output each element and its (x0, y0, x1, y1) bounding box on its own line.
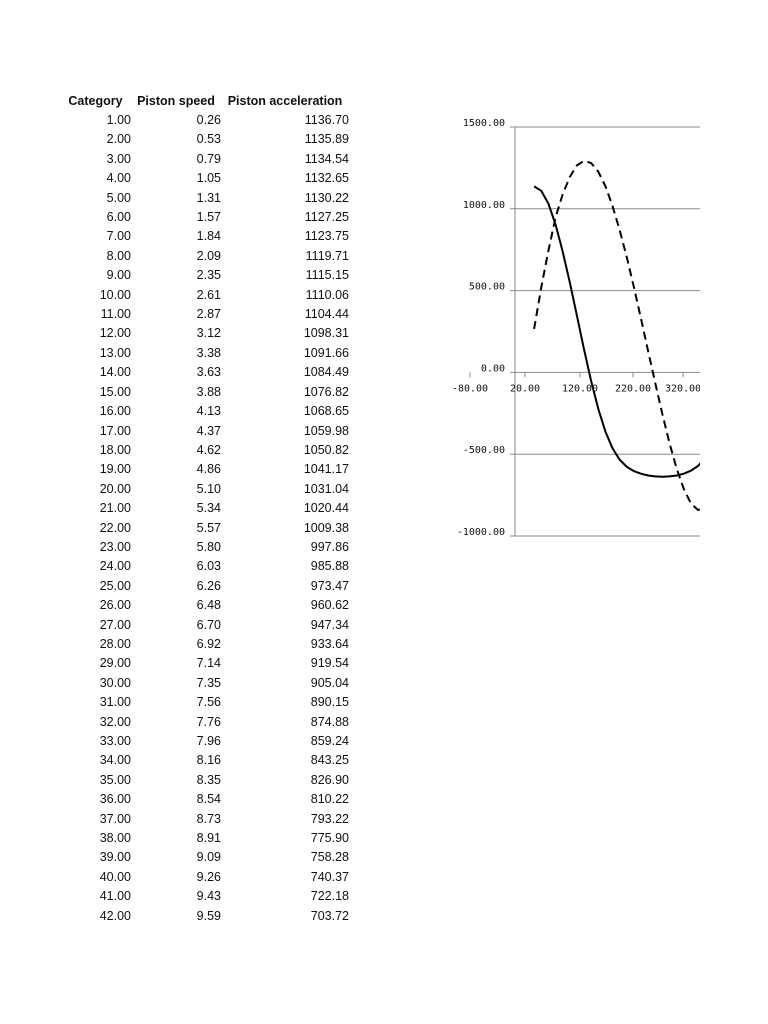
cell-piston-speed: 8.35 (196, 772, 221, 787)
y-tick-label: -500.00 (462, 445, 505, 457)
table-row (60, 150, 349, 169)
cell-piston-acceleration: 1031.04 (303, 481, 349, 496)
cell-category: 13.00 (99, 345, 131, 360)
x-tick-label: -80.00 (451, 383, 489, 395)
table-row (60, 480, 349, 499)
cell-piston-acceleration: 890.15 (310, 695, 349, 710)
cell-piston-speed: 5.57 (196, 520, 221, 535)
header-category: Category (68, 94, 123, 108)
table-row (60, 654, 349, 673)
cell-piston-acceleration: 1098.31 (303, 326, 349, 341)
cell-piston-speed: 6.26 (196, 578, 221, 593)
table-row (60, 441, 349, 460)
cell-category: 26.00 (99, 598, 131, 613)
cell-piston-acceleration: 859.24 (310, 734, 349, 748)
cell-piston-acceleration: 775.90 (310, 831, 349, 846)
cell-piston-speed: 6.92 (196, 636, 221, 651)
table-row (60, 189, 349, 208)
cell-piston-acceleration: 1115.15 (305, 268, 349, 283)
cell-category: 39.00 (99, 850, 131, 865)
table-row (60, 208, 349, 227)
cell-piston-speed: 4.37 (196, 423, 221, 438)
series-solid-line (534, 186, 700, 476)
header-piston-speed: Piston speed (137, 94, 215, 108)
table-row (60, 635, 349, 654)
cell-piston-acceleration: 1084.49 (303, 365, 349, 380)
table-row (60, 460, 349, 479)
cell-piston-speed: 7.96 (196, 734, 221, 748)
cell-category: 1.00 (106, 113, 131, 127)
cell-piston-acceleration: 703.72 (310, 908, 349, 923)
cell-category: 31.00 (99, 695, 131, 710)
cell-category: 11.00 (100, 307, 131, 322)
cell-piston-speed: 6.03 (196, 559, 221, 574)
table-row (60, 887, 349, 906)
cell-category: 7.00 (106, 229, 131, 244)
cell-category: 41.00 (99, 889, 131, 904)
cell-piston-acceleration: 793.22 (310, 811, 349, 826)
cell-category: 4.00 (106, 171, 131, 186)
cell-category: 5.00 (106, 190, 131, 205)
y-tick-label: -1000.00 (456, 527, 505, 538)
cell-piston-speed: 4.13 (196, 404, 221, 419)
cell-piston-speed: 8.73 (196, 811, 221, 826)
cell-piston-acceleration: 1076.82 (303, 384, 349, 399)
table-row (60, 732, 349, 751)
table-row (60, 305, 349, 324)
cell-piston-acceleration: 1059.98 (303, 423, 349, 438)
table-row (60, 907, 349, 926)
cell-piston-acceleration: 1136.70 (304, 113, 349, 127)
table-body (60, 111, 349, 926)
table-row (60, 169, 349, 188)
cell-piston-acceleration: 985.88 (310, 559, 349, 574)
cell-piston-acceleration: 758.28 (310, 850, 349, 865)
cell-category: 25.00 (99, 578, 131, 593)
cell-piston-speed: 8.91 (196, 831, 221, 846)
cell-category: 16.00 (99, 404, 131, 419)
cell-category: 14.00 (99, 365, 131, 380)
cell-category: 34.00 (99, 753, 131, 768)
table-row (60, 247, 349, 266)
cell-piston-acceleration: 740.37 (310, 869, 349, 884)
cell-category: 40.00 (99, 869, 131, 884)
cell-piston-speed: 8.54 (196, 792, 221, 807)
cell-category: 37.00 (99, 811, 131, 826)
cell-category: 35.00 (99, 772, 131, 787)
x-tick-label: 320.00 (664, 383, 700, 395)
y-tick-label: 0.00 (480, 363, 505, 375)
cell-piston-speed: 2.61 (196, 287, 221, 302)
table-row (60, 227, 349, 246)
cell-piston-acceleration: 1110.06 (305, 287, 349, 302)
table-row (60, 383, 349, 402)
table-row (60, 810, 349, 829)
table-row (60, 557, 349, 576)
cell-piston-speed: 2.35 (196, 268, 221, 283)
table-row (60, 596, 349, 615)
cell-piston-acceleration: 1009.38 (303, 520, 349, 535)
cell-category: 17.00 (99, 423, 131, 438)
cell-category: 18.00 (99, 442, 131, 457)
cell-piston-speed: 6.70 (196, 617, 221, 632)
cell-piston-acceleration: 997.86 (310, 539, 349, 554)
cell-piston-acceleration: 874.88 (310, 714, 349, 729)
cell-category: 10.00 (99, 287, 131, 302)
table-row (60, 751, 349, 770)
table-row (60, 130, 349, 149)
cell-category: 33.00 (99, 734, 131, 748)
piston-data-table (60, 91, 349, 926)
table-row (60, 790, 349, 809)
cell-piston-speed: 7.76 (196, 714, 221, 729)
table-header-row (60, 91, 349, 111)
x-tick-label: 120.00 (561, 383, 599, 395)
cell-piston-acceleration: 1134.54 (304, 151, 349, 166)
cell-piston-acceleration: 810.22 (310, 792, 349, 807)
x-tick-label: 20.00 (509, 383, 541, 395)
table-row (60, 344, 349, 363)
table-row (60, 771, 349, 790)
cell-piston-acceleration: 973.47 (310, 578, 349, 593)
cell-piston-acceleration: 1127.25 (304, 210, 349, 225)
table-row (60, 848, 349, 867)
cell-piston-speed: 3.63 (196, 365, 221, 380)
table-row (60, 577, 349, 596)
cell-category: 12.00 (99, 326, 131, 341)
cell-piston-acceleration: 1104.44 (304, 307, 349, 322)
cell-piston-speed: 0.53 (196, 132, 221, 147)
cell-piston-speed: 1.57 (196, 210, 221, 225)
table-row (60, 363, 349, 382)
cell-piston-acceleration: 1020.44 (303, 501, 349, 516)
chart-container (440, 110, 700, 550)
cell-piston-acceleration: 919.54 (310, 656, 349, 671)
cell-category: 21.00 (99, 501, 131, 516)
cell-piston-speed: 3.88 (196, 384, 221, 399)
y-tick-label: 1500.00 (462, 118, 505, 129)
y-tick-label: 1000.00 (462, 199, 505, 211)
table-row (60, 402, 349, 421)
cell-piston-speed: 1.84 (196, 229, 221, 244)
table-row (60, 324, 349, 343)
cell-piston-speed: 1.05 (196, 171, 221, 186)
cell-piston-acceleration: 1119.71 (305, 248, 349, 263)
cell-category: 20.00 (99, 481, 131, 496)
cell-piston-acceleration: 1091.66 (303, 345, 349, 360)
cell-piston-acceleration: 1050.82 (303, 442, 349, 457)
table-row (60, 713, 349, 732)
cell-piston-acceleration: 1123.75 (304, 229, 349, 244)
cell-piston-speed: 5.10 (196, 481, 221, 496)
cell-category: 3.00 (106, 151, 131, 166)
table-row (60, 266, 349, 285)
cell-piston-speed: 3.38 (196, 345, 221, 360)
table-row (60, 111, 349, 130)
table-row (60, 499, 349, 518)
y-tick-label: 500.00 (468, 281, 505, 293)
header-piston-acceleration: Piston acceleration (227, 94, 343, 108)
series-dashed-line (534, 161, 700, 510)
cell-category: 28.00 (99, 636, 131, 651)
cell-piston-speed: 9.43 (196, 889, 221, 904)
cell-piston-speed: 8.16 (196, 753, 221, 768)
table-row (60, 286, 349, 305)
cell-piston-speed: 7.56 (196, 695, 221, 710)
cell-piston-speed: 0.26 (196, 113, 221, 127)
cell-piston-acceleration: 947.34 (310, 617, 349, 632)
cell-piston-speed: 2.09 (196, 248, 221, 263)
cell-category: 27.00 (99, 617, 131, 632)
cell-piston-speed: 4.62 (196, 442, 221, 457)
cell-category: 22.00 (99, 520, 131, 535)
cell-category: 2.00 (106, 132, 131, 147)
cell-piston-acceleration: 1135.89 (304, 132, 349, 147)
table-row (60, 616, 349, 635)
cell-piston-acceleration: 1130.22 (304, 190, 349, 205)
cell-category: 29.00 (99, 656, 131, 671)
cell-category: 8.00 (106, 248, 131, 263)
cell-piston-speed: 6.48 (196, 598, 221, 613)
table-row (60, 422, 349, 441)
cell-piston-acceleration: 843.25 (310, 753, 349, 768)
cell-category: 36.00 (99, 792, 131, 807)
cell-piston-acceleration: 826.90 (310, 772, 349, 787)
table-row (60, 693, 349, 712)
cell-category: 9.00 (106, 268, 131, 283)
cell-category: 15.00 (99, 384, 131, 399)
x-tick-label: 220.00 (614, 383, 652, 395)
cell-piston-speed: 3.12 (196, 326, 221, 341)
cell-piston-speed: 4.86 (196, 462, 221, 477)
table-row (60, 519, 349, 538)
cell-category: 30.00 (99, 675, 131, 690)
cell-category: 32.00 (99, 714, 131, 729)
cell-piston-speed: 9.09 (196, 850, 221, 865)
cell-piston-acceleration: 960.62 (310, 598, 349, 613)
table-row (60, 538, 349, 557)
cell-piston-speed: 9.26 (196, 869, 221, 884)
cell-piston-acceleration: 722.18 (310, 889, 349, 904)
cell-piston-acceleration: 1132.65 (304, 171, 349, 186)
cell-piston-speed: 1.31 (196, 190, 221, 205)
cell-piston-acceleration: 933.64 (310, 636, 349, 651)
cell-piston-speed: 7.14 (196, 656, 221, 671)
cell-piston-speed: 7.35 (196, 675, 221, 690)
cell-category: 6.00 (106, 210, 131, 225)
cell-piston-acceleration: 1068.65 (303, 404, 349, 419)
table-row (60, 674, 349, 693)
cell-category: 38.00 (99, 831, 131, 846)
cell-piston-speed: 5.34 (196, 501, 221, 516)
table-row (60, 829, 349, 848)
line-chart (440, 110, 700, 550)
cell-piston-acceleration: 1041.17 (303, 462, 349, 477)
cell-piston-acceleration: 905.04 (310, 675, 349, 690)
cell-category: 19.00 (99, 462, 131, 477)
cell-category: 42.00 (99, 908, 131, 923)
table-row (60, 868, 349, 887)
cell-piston-speed: 0.79 (196, 151, 221, 166)
cell-category: 23.00 (99, 539, 131, 554)
cell-category: 24.00 (99, 559, 131, 574)
cell-piston-speed: 5.80 (196, 539, 221, 554)
cell-piston-speed: 2.87 (196, 307, 221, 322)
cell-piston-speed: 9.59 (196, 908, 221, 923)
